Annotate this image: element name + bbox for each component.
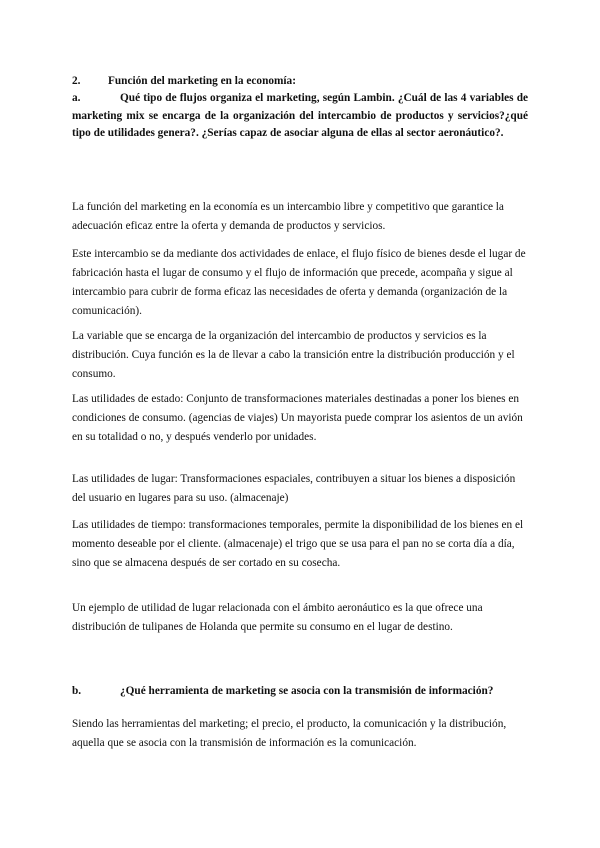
question-b [72, 683, 528, 700]
question-b-letter: b. [72, 685, 82, 697]
question-a-text: Qué tipo de flujos organiza el marketing, según Lambin. ¿Cuál de las 4 variables de marketing mix se encarga de la organización del intercambio de productos y servicios?¿qué tipo de utilidades genera?. ¿Serías capaz de asociar alguna de ellas al sector aeronáutico?. [72, 92, 528, 140]
paragraph-5: Las utilidades de lugar: Transformaciones espaciales, contribuyen a situar los bienes a disposición del usuario en lugares para su uso. (almacenaje) [72, 473, 516, 504]
section-title: Función del marketing en la economía: [108, 75, 296, 87]
answer-b: Siendo las herramientas del marketing; el precio, el producto, la comunicación y la distribución, aquella que se asocia con la transmisión de información es la comunicación. [72, 718, 507, 749]
question-a [72, 90, 528, 143]
paragraph-4: Las utilidades de estado: Conjunto de transformaciones materiales destinadas a poner los bienes en condiciones de consumo. (agencias de viajes) Un mayorista puede comprar los asientos de un avión en su totalidad o no, y después venderlo por unidades. [72, 393, 523, 443]
paragraph-1: La función del marketing en la economía es un intercambio libre y competitivo que garantice la adecuación eficaz entre la oferta y demanda de productos y servicios. [72, 201, 504, 232]
question-a-letter: a. [72, 92, 81, 104]
question-b-text: ¿Qué herramienta de marketing se asocia con la transmisión de información? [120, 685, 494, 697]
paragraph-2: Este intercambio se da mediante dos actividades de enlace, el flujo físico de bienes desde el lugar de fabricación hasta el lugar de consumo y el flujo de información que precede, acompaña y sigue al intercambio para cubrir de forma eficaz las necesidades de oferta y demanda (organización de la comunicación). [72, 248, 526, 317]
paragraph-6: Las utilidades de tiempo: transformaciones temporales, permite la disponibilidad de los bienes en el momento deseable por el cliente. (almacenaje) el trigo que se usa para el pan no se corta día a día, sino que se almacena después de ser cortado en su cosecha. [72, 519, 524, 569]
section-number: 2. [72, 75, 81, 87]
paragraph-3: La variable que se encarga de la organización del intercambio de productos y servicios es la distribución. Cuya función es la de llevar a cabo la transición entre la distribución producción y el consumo. [72, 330, 515, 380]
paragraph-7: Un ejemplo de utilidad de lugar relacionada con el ámbito aeronáutico es la que ofrece una distribución de tulipanes de Holanda que permite su consumo en el lugar de destino. [72, 602, 483, 633]
section-heading [72, 73, 528, 89]
